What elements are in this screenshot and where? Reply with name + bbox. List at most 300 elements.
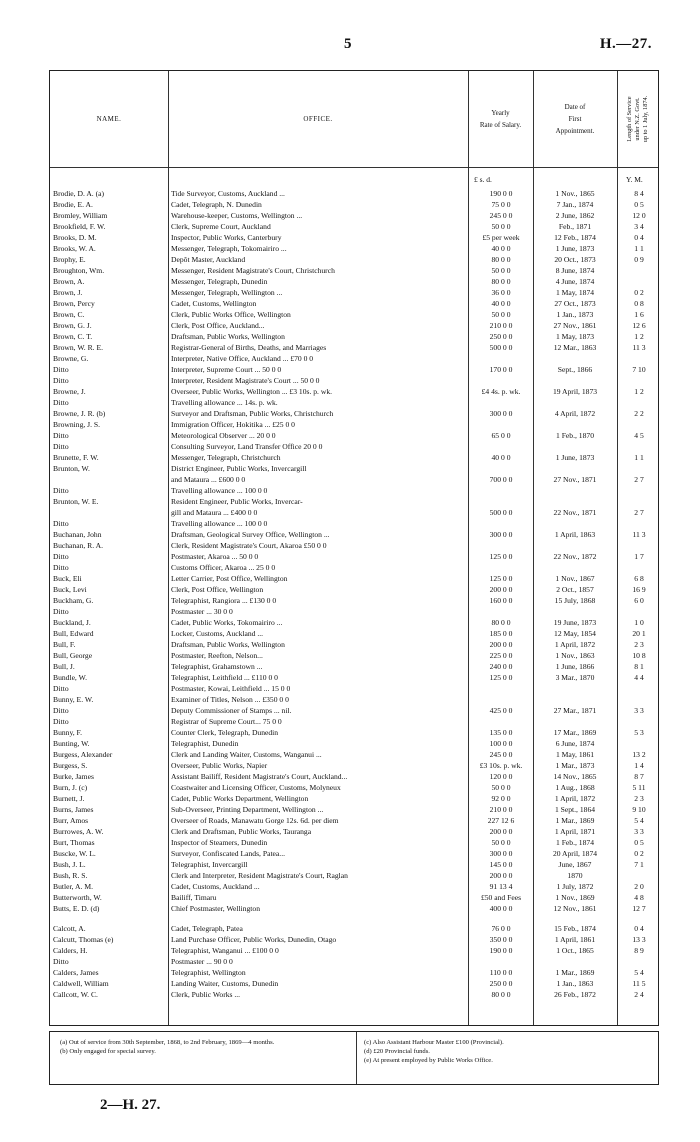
row-name: Browne, G.	[53, 354, 89, 363]
table-row	[50, 716, 660, 727]
row-name: Buck, Levi	[53, 585, 87, 594]
row-length: 1 4	[634, 761, 644, 770]
row-salary: 190 0 0	[489, 189, 513, 198]
row-length: 5 3	[634, 728, 644, 737]
table-row	[50, 210, 660, 221]
row-name: Ditto	[53, 706, 69, 715]
row-office: Messenger, Resident Magistrate's Court, Christchurch	[171, 266, 335, 275]
row-salary: 225 0 0	[489, 651, 513, 660]
table-row	[50, 749, 660, 760]
row-salary: 50 0 0	[491, 838, 511, 847]
row-length: 2 7	[634, 475, 644, 484]
row-date: 12 Mar., 1863	[553, 343, 597, 352]
row-date: 12 Feb., 1874	[554, 233, 596, 242]
table-row	[50, 870, 660, 881]
row-office: Customs Officer, Akaroa ... 25 0 0	[171, 563, 276, 572]
row-name: Broughton, Wm.	[53, 266, 105, 275]
row-name: Brunton, W. E.	[53, 497, 99, 506]
row-name: Calcott, A.	[53, 924, 86, 933]
table-row	[50, 540, 660, 551]
row-date: 12 Nov., 1861	[553, 904, 597, 913]
row-length: 1 1	[634, 453, 644, 462]
table-row	[50, 375, 660, 386]
row-length: 1 0	[634, 618, 644, 627]
row-salary: 80 0 0	[491, 277, 511, 286]
row-office: Cadet, Public Works, Tokomairiro ...	[171, 618, 283, 627]
row-length: 20 1	[632, 629, 646, 638]
table-row	[50, 408, 660, 419]
table-row	[50, 221, 660, 232]
footnotes	[49, 1031, 659, 1085]
row-salary: 500 0 0	[489, 343, 513, 352]
table-row	[50, 430, 660, 441]
table-row	[50, 243, 660, 254]
table-row	[50, 650, 660, 661]
table-row	[50, 452, 660, 463]
row-office: Meteorological Observer ... 20 0 0	[171, 431, 276, 440]
row-salary: 185 0 0	[489, 629, 513, 638]
row-name: Calders, James	[53, 968, 99, 977]
row-length: 7 1	[634, 860, 644, 869]
row-length: 8 7	[634, 772, 644, 781]
row-name: Ditto	[53, 717, 69, 726]
length-units: Y. M.	[626, 175, 643, 184]
row-length: 0 5	[634, 200, 644, 209]
row-length: 12 0	[632, 211, 646, 220]
row-name: Bunny, E. W.	[53, 695, 94, 704]
row-office: Telegraphist, Wanganui ... £100 0 0	[171, 946, 279, 955]
row-name: Burns, James	[53, 805, 94, 814]
row-salary: 245 0 0	[489, 211, 513, 220]
table-row	[50, 705, 660, 716]
table-row	[50, 826, 660, 837]
row-office: Cadet, Telegraph, N. Dunedin	[171, 200, 262, 209]
table-row	[50, 298, 660, 309]
row-date: 22 Nov., 1871	[553, 508, 597, 517]
row-office: Landing Waiter, Customs, Dunedin	[171, 979, 279, 988]
row-salary: 125 0 0	[489, 552, 513, 561]
row-length: 4 8	[634, 893, 644, 902]
row-name: Burrowes, A. W.	[53, 827, 104, 836]
row-office: Overseer of Roads, Manawatu Gorge 12s. 6d. per diem	[171, 816, 339, 825]
row-name: Buchanan, John	[53, 530, 102, 539]
row-office: Tide Surveyor, Customs, Auckland ...	[171, 189, 285, 198]
table-row	[50, 771, 660, 782]
table-row	[50, 287, 660, 298]
table-row	[50, 956, 660, 967]
row-date: 1 Mar., 1873	[555, 761, 595, 770]
row-office: Draftsman, Public Works, Wellington	[171, 640, 285, 649]
row-salary: 300 0 0	[489, 849, 513, 858]
row-office: Deputy Commissioner of Stamps ... nil.	[171, 706, 292, 715]
footnote: (d) £20 Provincial funds.	[364, 1048, 430, 1055]
row-office: Immigration Officer, Hokitika ... £25 0 0	[171, 420, 295, 429]
row-name: Bush, J. L.	[53, 860, 86, 869]
row-salary: 100 0 0	[489, 739, 513, 748]
header-salary	[468, 71, 533, 167]
row-date: 14 Nov., 1865	[553, 772, 597, 781]
table-row	[50, 265, 660, 276]
table-row	[50, 804, 660, 815]
row-office: Cadet, Customs, Wellington	[171, 299, 257, 308]
header-date-line: Date of	[564, 103, 586, 111]
footnotes-left	[60, 1038, 350, 1056]
row-office: gill and Mataura ... £400 0 0	[171, 508, 258, 517]
row-date: 4 June, 1874	[555, 277, 595, 286]
row-date: 1870	[567, 871, 583, 880]
row-office: Cadet, Public Works Department, Wellington	[171, 794, 309, 803]
row-name: Brookfield, F. W.	[53, 222, 106, 231]
row-name: Bunting, W.	[53, 739, 90, 748]
row-name: Butterworth, W.	[53, 893, 102, 902]
row-salary: 160 0 0	[489, 596, 513, 605]
table-row	[50, 551, 660, 562]
row-name: Buscke, W. L.	[53, 849, 96, 858]
row-name: Brunette, F. W.	[53, 453, 99, 462]
row-office: Draftsman, Public Works, Wellington	[171, 332, 285, 341]
row-name: Buck, Eli	[53, 574, 82, 583]
row-salary: 190 0 0	[489, 946, 513, 955]
row-salary: 65 0 0	[491, 431, 511, 440]
row-name: Brown, J.	[53, 288, 83, 297]
row-name: Ditto	[53, 552, 69, 561]
table-row	[50, 309, 660, 320]
row-office: Surveyor and Draftsman, Public Works, Christchurch	[171, 409, 334, 418]
table-row	[50, 353, 660, 364]
row-name: Brown, A.	[53, 277, 85, 286]
row-salary: 300 0 0	[489, 530, 513, 539]
row-date: 1 May, 1861	[555, 750, 595, 759]
row-length: 1 7	[634, 552, 644, 561]
row-length: 11 5	[632, 979, 646, 988]
table-row	[50, 793, 660, 804]
row-length: 2 0	[634, 882, 644, 891]
row-salary: 120 0 0	[489, 772, 513, 781]
row-length: 0 2	[634, 849, 644, 858]
table-body	[50, 188, 660, 1000]
row-length: 11 3	[632, 343, 646, 352]
row-name: Calcutt, Thomas (e)	[53, 935, 114, 944]
table-row	[50, 529, 660, 540]
row-office: Postmaster ... 30 0 0	[171, 607, 233, 616]
row-name: Burt, Thomas	[53, 838, 95, 847]
row-length: 1 6	[634, 310, 644, 319]
row-name: Browning, J. S.	[53, 420, 101, 429]
row-length: 2 3	[634, 794, 644, 803]
row-office: Chief Postmaster, Wellington	[171, 904, 261, 913]
row-date: 12 May, 1854	[554, 629, 596, 638]
table-row	[50, 672, 660, 683]
table-row	[50, 782, 660, 793]
row-date: 1 May, 1874	[555, 288, 595, 297]
row-office: Inspector, Public Works, Canterbury	[171, 233, 282, 242]
row-date: 4 April, 1872	[554, 409, 596, 418]
row-length: 1 2	[634, 332, 644, 341]
row-date: 20 April, 1874	[552, 849, 598, 858]
row-office: Clerk, Resident Magistrate's Court, Akaroa £50 0 0	[171, 541, 327, 550]
row-length: 8 4	[634, 189, 644, 198]
table-row	[50, 573, 660, 584]
row-date: 1 June, 1873	[555, 453, 595, 462]
table-row	[50, 694, 660, 705]
row-date: 2 June, 1862	[555, 211, 595, 220]
row-office: Assistant Bailiff, Resident Magistrate's Court, Auckland...	[171, 772, 348, 781]
header-office: OFFICE.	[303, 115, 333, 123]
row-length: 9 10	[632, 805, 646, 814]
row-length: 3 3	[634, 827, 644, 836]
row-length: 0 8	[634, 299, 644, 308]
row-office: Surveyor, Confiscated Lands, Patea...	[171, 849, 285, 858]
footnote: (c) Also Assistant Harbour Master £100 (Provincial).	[364, 1039, 504, 1046]
row-office: Postmaster, Akaroa ... 50 0 0	[171, 552, 259, 561]
row-office: Land Purchase Officer, Public Works, Dunedin, Otago	[171, 935, 337, 944]
row-date: 27 Nov., 1861	[553, 321, 597, 330]
row-salary: 500 0 0	[489, 508, 513, 517]
header-length-line: Length of Service	[626, 96, 634, 142]
row-date: 15 Feb., 1874	[554, 924, 596, 933]
row-date: 27 Oct., 1873	[554, 299, 596, 308]
row-date: 1 Nov., 1867	[555, 574, 595, 583]
row-length: 13 3	[632, 935, 646, 944]
row-name: Brown, G. J.	[53, 321, 92, 330]
row-office: Draftsman, Geological Survey Office, Wellington ...	[171, 530, 330, 539]
row-date: 17 Mar., 1869	[553, 728, 597, 737]
table-row	[50, 859, 660, 870]
row-office: Telegraphist, Leithfield ... £110 0 0	[171, 673, 278, 682]
row-length: 5 4	[634, 968, 644, 977]
row-salary: 50 0 0	[491, 266, 511, 275]
row-date: 27 Nov., 1871	[553, 475, 597, 484]
row-office: Clerk, Post Office, Wellington	[171, 585, 264, 594]
row-office: Clerk and Interpreter, Resident Magistrate's Court, Raglan	[171, 871, 348, 880]
row-name: Burr, Amos	[53, 816, 89, 825]
row-name: Brown, C.	[53, 310, 85, 319]
row-name: Bush, R. S.	[53, 871, 88, 880]
row-date: 1 Feb., 1874	[556, 838, 594, 847]
row-office: Travelling allowance ... 100 0 0	[171, 486, 268, 495]
table-row	[50, 727, 660, 738]
row-length: 3 4	[634, 222, 644, 231]
row-name: Bull, J.	[53, 662, 75, 671]
row-length: 5 4	[634, 816, 644, 825]
row-salary: 91 13 4	[489, 882, 513, 891]
table-row	[50, 199, 660, 210]
table-row	[50, 584, 660, 595]
row-salary: 135 0 0	[489, 728, 513, 737]
row-office: Postmaster, Kowai, Leithfield ... 15 0 0	[171, 684, 291, 693]
row-office: Telegraphist, Dunedin	[171, 739, 239, 748]
row-office: and Mataura ... £600 0 0	[171, 475, 246, 484]
row-salary: 200 0 0	[489, 871, 513, 880]
row-length: 0 4	[634, 233, 644, 242]
row-office: Cadet, Telegraph, Patea	[171, 924, 243, 933]
row-length: 7 10	[632, 365, 646, 374]
page-reference: H.—27.	[599, 36, 652, 52]
row-name: Ditto	[53, 442, 69, 451]
header-length-line: under N.Z. Govt.	[634, 97, 642, 141]
header-name: NAME.	[96, 115, 122, 123]
row-name: Brown, W. R. E.	[53, 343, 103, 352]
staff-table	[49, 70, 659, 1026]
row-name: Brown, Percy	[53, 299, 95, 308]
row-name: Bunny, F.	[53, 728, 83, 737]
row-length: 8 1	[634, 662, 644, 671]
footer-reference: 2—H. 27.	[100, 1097, 161, 1113]
page-number: 5	[344, 36, 352, 52]
row-office: Cadet, Customs, Auckland ...	[171, 882, 260, 891]
row-name: Buckland, J.	[53, 618, 91, 627]
row-length: 16 9	[632, 585, 646, 594]
row-length: 2 2	[634, 409, 644, 418]
row-date: 26 Feb., 1872	[554, 990, 596, 999]
row-date: 22 Nov., 1872	[553, 552, 597, 561]
row-date: 27 Mar., 1871	[553, 706, 597, 715]
row-office: Travelling allowance ... 14s. p. wk.	[171, 398, 278, 407]
row-salary: 80 0 0	[491, 255, 511, 264]
table-row	[50, 342, 660, 353]
row-salary: £5 per week	[482, 233, 520, 242]
row-name: Ditto	[53, 376, 69, 385]
table-row	[50, 485, 660, 496]
row-office: Examiner of Titles, Nelson ... £350 0 0	[171, 695, 289, 704]
row-name: Brunton, W.	[53, 464, 90, 473]
row-length: 1 2	[634, 387, 644, 396]
table-row	[50, 463, 660, 474]
row-length: 2 3	[634, 640, 644, 649]
table-row	[50, 934, 660, 945]
row-length: 0 5	[634, 838, 644, 847]
row-office: Messenger, Telegraph, Wellington ...	[171, 288, 283, 297]
table-row	[50, 397, 660, 408]
row-date: 1 May, 1873	[555, 332, 595, 341]
row-date: 1 June, 1873	[555, 244, 595, 253]
row-salary: 40 0 0	[491, 299, 511, 308]
row-salary: 40 0 0	[491, 244, 511, 253]
row-salary: £3 10s. p. wk.	[479, 761, 523, 770]
row-length: 13 2	[632, 750, 646, 759]
row-office: Warehouse-keeper, Customs, Wellington ...	[171, 211, 303, 220]
row-salary: 80 0 0	[491, 618, 511, 627]
footnotes-right	[364, 1038, 654, 1065]
table-row	[50, 232, 660, 243]
row-date: 1 April, 1863	[554, 530, 596, 539]
row-length: 0 2	[634, 288, 644, 297]
row-date: 1 Aug., 1868	[555, 783, 595, 792]
row-salary: 350 0 0	[489, 935, 513, 944]
table-row	[50, 254, 660, 265]
row-name: Ditto	[53, 519, 69, 528]
table-row	[50, 683, 660, 694]
row-office: Telegraphist, Invercargill	[171, 860, 248, 869]
row-salary: 170 0 0	[489, 365, 513, 374]
row-salary: 50 0 0	[491, 783, 511, 792]
row-office: Messenger, Telegraph, Tokomairiro ...	[171, 244, 287, 253]
table-row	[50, 628, 660, 639]
row-name: Ditto	[53, 684, 69, 693]
table-row	[50, 945, 660, 956]
row-salary: 245 0 0	[489, 750, 513, 759]
row-salary: 125 0 0	[489, 574, 513, 583]
row-salary: 210 0 0	[489, 805, 513, 814]
table-row	[50, 364, 660, 375]
row-office: Telegraphist, Rangiora ... £130 0 0	[171, 596, 277, 605]
header-length-line: up to 1 July, 1874.	[642, 95, 650, 143]
table-row	[50, 989, 660, 1000]
row-date: 1 Oct., 1865	[556, 946, 594, 955]
table-row	[50, 848, 660, 859]
row-length: 10 8	[632, 651, 646, 660]
row-length: 6 8	[634, 574, 644, 583]
row-salary: 700 0 0	[489, 475, 513, 484]
row-date: 7 Jan., 1874	[556, 200, 594, 209]
row-length: 8 9	[634, 946, 644, 955]
row-name: Brodie, D. A. (a)	[53, 189, 105, 198]
row-name: Butts, E. D. (d)	[53, 904, 100, 913]
row-salary: 80 0 0	[491, 990, 511, 999]
row-length: 6 0	[634, 596, 644, 605]
row-name: Burke, James	[53, 772, 94, 781]
row-date: 1 June, 1866	[555, 662, 595, 671]
row-office: Letter Carrier, Post Office, Wellington	[171, 574, 288, 583]
row-length: 0 9	[634, 255, 644, 264]
row-name: Calders, H.	[53, 946, 88, 955]
row-name: Ditto	[53, 431, 69, 440]
row-date: 19 June, 1873	[553, 618, 597, 627]
footnote: (a) Out of service from 30th September, 1868, to 2nd February, 1869—4 months.	[60, 1039, 275, 1046]
table-row	[50, 507, 660, 518]
row-date: 1 Jan., 1863	[556, 979, 594, 988]
table-row	[50, 914, 660, 923]
table-row	[50, 595, 660, 606]
header-date-line: Appointment.	[555, 127, 595, 135]
row-office: Resident Engineer, Public Works, Invercar-	[171, 497, 303, 506]
table-row	[50, 562, 660, 573]
row-salary: 75 0 0	[491, 200, 511, 209]
row-date: 3 Mar., 1870	[555, 673, 595, 682]
table-row	[50, 606, 660, 617]
row-office: Overseer, Public Works, Napier	[171, 761, 268, 770]
table-row	[50, 760, 660, 771]
row-office: Depôt Master, Auckland	[171, 255, 246, 264]
table-row	[50, 837, 660, 848]
row-name: Caldwell, William	[53, 979, 109, 988]
row-date: 1 April, 1872	[554, 794, 596, 803]
table-row	[50, 474, 660, 485]
row-salary: 40 0 0	[491, 453, 511, 462]
table-row	[50, 617, 660, 628]
table-row	[50, 276, 660, 287]
row-date: 1 April, 1872	[554, 640, 596, 649]
row-length: 2 4	[634, 990, 644, 999]
table-row	[50, 518, 660, 529]
row-office: Registrar of Supreme Court... 75 0 0	[171, 717, 282, 726]
row-name: Buchanan, R. A.	[53, 541, 103, 550]
row-office: Coastwaiter and Licensing Officer, Customs, Molyneux	[171, 783, 341, 792]
row-name: Callcott, W. C.	[53, 990, 98, 999]
row-name: Brophy, E.	[53, 255, 86, 264]
row-office: Interpreter, Resident Magistrate's Court ... 50 0 0	[171, 376, 320, 385]
row-office: Clerk and Draftsman, Public Works, Tauranga	[171, 827, 312, 836]
row-salary: 400 0 0	[489, 904, 513, 913]
row-date: 1 Mar., 1869	[555, 968, 595, 977]
row-date: 2 Oct., 1857	[556, 585, 594, 594]
row-date: 19 April, 1873	[552, 387, 598, 396]
row-office: Clerk, Supreme Court, Auckland	[171, 222, 271, 231]
row-office: Bailiff, Timaru	[171, 893, 217, 902]
row-date: 8 June, 1874	[555, 266, 595, 275]
row-salary: 50 0 0	[491, 222, 511, 231]
row-office: Interpreter, Native Office, Auckland ... £70 0 0	[171, 354, 314, 363]
